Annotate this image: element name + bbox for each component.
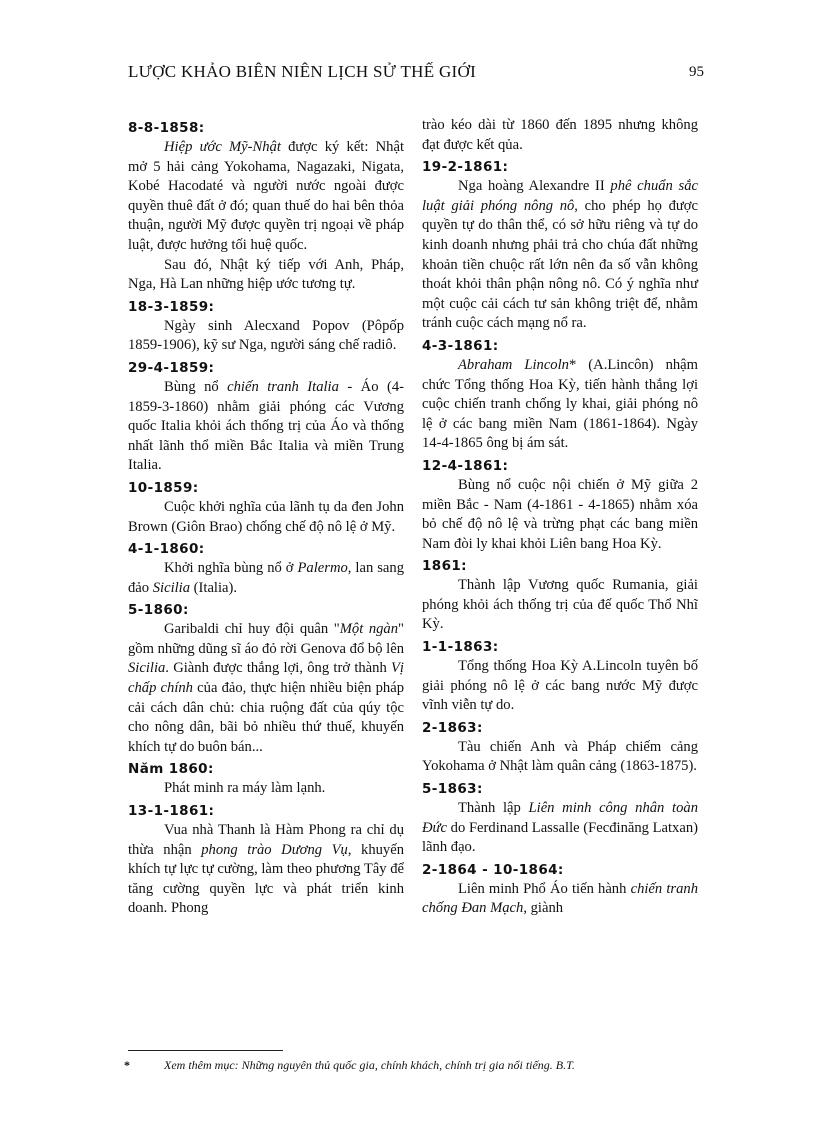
text-run: Bùng nổ (164, 378, 228, 395)
chronology-entry (128, 759, 404, 799)
text-run: Garibaldi chỉ huy đội quân " (164, 621, 340, 638)
italic-term: chiến tranh chống Đan Mạch (422, 880, 698, 917)
chronology-entry (422, 860, 698, 919)
entry-date: 10-1859: (128, 479, 199, 496)
chronology-entry (422, 116, 698, 155)
chronology-entry (128, 118, 404, 295)
entry-date: 5-1863: (422, 781, 483, 798)
text-run: Phát minh ra máy làm lạnh. (164, 780, 326, 797)
italic-term: chiến tranh Italia (227, 378, 339, 395)
entry-text (422, 738, 698, 777)
entry-text (422, 576, 698, 635)
italic-term: phê chuẩn sắc luật giải phóng nông nô (422, 178, 698, 214)
text-run: được ký kết: Nhật mở 5 hải cảng Yokohama, Nagazaki, Nigata, Kobé Hacodaté và người nước ngoài được quyền thuê đất ở đó; quan thuế do hai bên thỏa thuận, người Mỹ được quyền trị ngoại về pháp luật, được hưởng tối huệ quốc. (128, 139, 404, 253)
left-column (128, 116, 404, 920)
entry-date: 5-1860: (128, 602, 189, 619)
right-column (422, 116, 698, 920)
text-run: . Giành được thắng lợi, ông trở thành (165, 660, 392, 677)
entry-text (128, 256, 404, 295)
text-run: Sau đó, Nhật ký tiếp với Anh, Pháp, Nga, Hà Lan những hiệp ước tương tự. (128, 256, 404, 293)
entry-date: 4-3-1861: (422, 337, 499, 354)
italic-term: Abraham Lincoln (458, 356, 569, 373)
italic-term: Một ngàn (339, 621, 399, 638)
italic-term: Hiệp ước Mỹ-Nhật (164, 139, 281, 155)
chronology-entry (422, 456, 698, 554)
entry-text (128, 620, 404, 757)
entry-text (422, 880, 698, 919)
entry-text (128, 498, 404, 537)
italic-term: Palermo (297, 560, 348, 577)
footnote-mark: * (124, 1058, 130, 1072)
entry-text (128, 559, 404, 598)
text-run: , cho phép họ được quyền tự do thân thể, có sở hữu riêng và tự do kinh doanh nhưng phải trả cho chúa đất những khoản tiền chuộc rất lớn nên đa số vẫn không thoát khỏi thân phận nông nô. Có ý nghĩa như một cuộc cải cách tư sản không triệt để, nhằm tránh cuộc cách mạng nổ ra. (422, 197, 698, 332)
entry-text (128, 378, 404, 476)
entry-date: 29-4-1859: (128, 359, 215, 376)
chronology-entry (422, 157, 698, 334)
chronology-entry (128, 297, 404, 356)
text-run: Nga hoàng Alexandre II (458, 178, 611, 195)
text-run: trào kéo dài từ 1860 đến 1895 nhưng không đạt được kết qủa. (422, 117, 698, 153)
entry-text (422, 799, 698, 858)
chronology-entry (128, 539, 404, 598)
text-run: Thành lập Vương quốc Rumania, giải phóng khỏi ách thống trị của đế quốc Thổ Nhĩ Kỳ. (422, 577, 698, 633)
footnote-label: Xem thêm mục: (164, 1058, 239, 1072)
entry-text (422, 476, 698, 554)
chronology-entry (128, 478, 404, 537)
entry-text (128, 138, 404, 256)
chronology-entry (128, 358, 404, 476)
chronology-entry (128, 600, 404, 757)
entry-date: 2-1863: (422, 719, 483, 736)
text-run: , lan sang đảo (128, 560, 404, 596)
entry-date: 2-1864 - 10-1864: (422, 861, 564, 878)
entry-date: 8-8-1858: (128, 120, 205, 136)
text-run: - Áo (4-1859-3-1860) nhằm giải phóng các Vương quốc Italia khỏi ách thống trị của Áo và thống nhất lãnh thổ miền Bắc Italia và miền Trung Italia. (128, 378, 404, 474)
chronology-entry (422, 779, 698, 858)
chronology-entry (128, 801, 404, 919)
footnote-text: Những nguyên thủ quốc gia, chính khách, chính trị gia nổi tiếng. B.T. (238, 1058, 575, 1072)
footnote-divider (128, 1050, 283, 1051)
entry-date: 13-1-1861: (128, 803, 215, 820)
text-run: Tàu chiến Anh và Pháp chiếm cảng Yokohama ở Nhật làm quân cảng (1863-1875). (422, 738, 698, 775)
text-run: Tổng thống Hoa Kỳ A.Lincoln tuyên bố giải phóng nô lệ ở các bang nước Mỹ được vĩnh viễn tự do. (422, 658, 698, 714)
text-run: " gồm những dũng sĩ áo đỏ rời Genova đổ bộ lên (128, 621, 404, 657)
text-run: do Ferdinand Lassalle (Fecđinăng Latxan) lãnh đạo. (422, 819, 698, 856)
text-run: , giành (523, 900, 564, 917)
entry-date: 19-2-1861: (422, 159, 509, 176)
entry-date: 18-3-1859: (128, 298, 215, 315)
page-number: 95 (689, 64, 704, 80)
footnote (124, 1058, 704, 1073)
entry-text (128, 779, 404, 799)
italic-term: Vị chấp chính (128, 660, 404, 697)
text-run: Vua nhà Thanh là Hàm Phong ra chỉ dụ thừa nhận (128, 822, 404, 858)
entry-text (422, 177, 698, 334)
text-run: , khuyến khích tự lực tự cường, làm theo phương Tây để tăng cường quyền lực và phát triển kinh doanh. Phong (128, 841, 404, 917)
entry-text (422, 657, 698, 716)
italic-term: phong trào Dương Vụ (201, 841, 348, 858)
entry-date: 1-1-1863: (422, 639, 499, 656)
chronology-entry (422, 556, 698, 635)
entry-text (422, 116, 698, 155)
text-run: (Italia). (190, 579, 238, 596)
entry-date: Năm 1860: (128, 761, 214, 778)
running-header (128, 62, 704, 88)
entry-text (422, 356, 698, 454)
header-title: LƯỢC KHẢO BIÊN NIÊN LỊCH SỬ THẾ GIỚI (128, 62, 477, 81)
italic-term: Liên minh công nhân toàn Đức (422, 800, 698, 836)
chronology-entry (422, 718, 698, 777)
text-run: Thành lập (458, 800, 529, 817)
text-run: Bùng nổ cuộc nội chiến ở Mỹ giữa 2 miền Bắc - Nam (4-1861 - 4-1865) nhằm xóa bỏ chế độ nô lệ và trừng phạt các bang miền Nam đòi ly khai khỏi Liên bang Hoa Kỳ. (422, 476, 698, 552)
text-run: của đảo, thực hiện nhiều biện pháp cải cách dân chủ: chia ruộng đất của qúy tộc cho nông dân, bãi bỏ nhiều thứ thuế, khuyến khích tự do buôn bán... (128, 680, 404, 755)
chronology-entry (422, 336, 698, 454)
entry-text (128, 317, 404, 356)
entry-text (128, 821, 404, 919)
chronology-entry (422, 637, 698, 716)
entry-date: 1861: (422, 558, 467, 575)
entry-date: 4-1-1860: (128, 541, 205, 558)
text-run: Khởi nghĩa bùng nổ ở (164, 560, 298, 577)
italic-term: Sicilia (152, 579, 191, 596)
entry-date: 12-4-1861: (422, 457, 509, 474)
text-run: * (A.Lincôn) nhậm chức Tổng thống Hoa Kỳ, tiến hành thắng lợi cuộc chiến tranh chống ly khai, giải phóng nô lệ ở các bang miền Nam (1861-1864). Ngày 14-4-1865 ông bị ám sát. (422, 356, 698, 452)
text-run: Ngày sinh Alecxand Popov (Pôpốp 1859-1906), kỹ sư Nga, người sáng chế radiô. (128, 317, 404, 354)
italic-term: Sicilia (128, 660, 166, 677)
text-run: Cuộc khởi nghĩa của lãnh tụ da đen John Brown (Giôn Brao) chống chế độ nô lệ ở Mỹ. (128, 498, 404, 535)
text-run: Liên minh Phổ Áo tiến hành (458, 880, 631, 897)
